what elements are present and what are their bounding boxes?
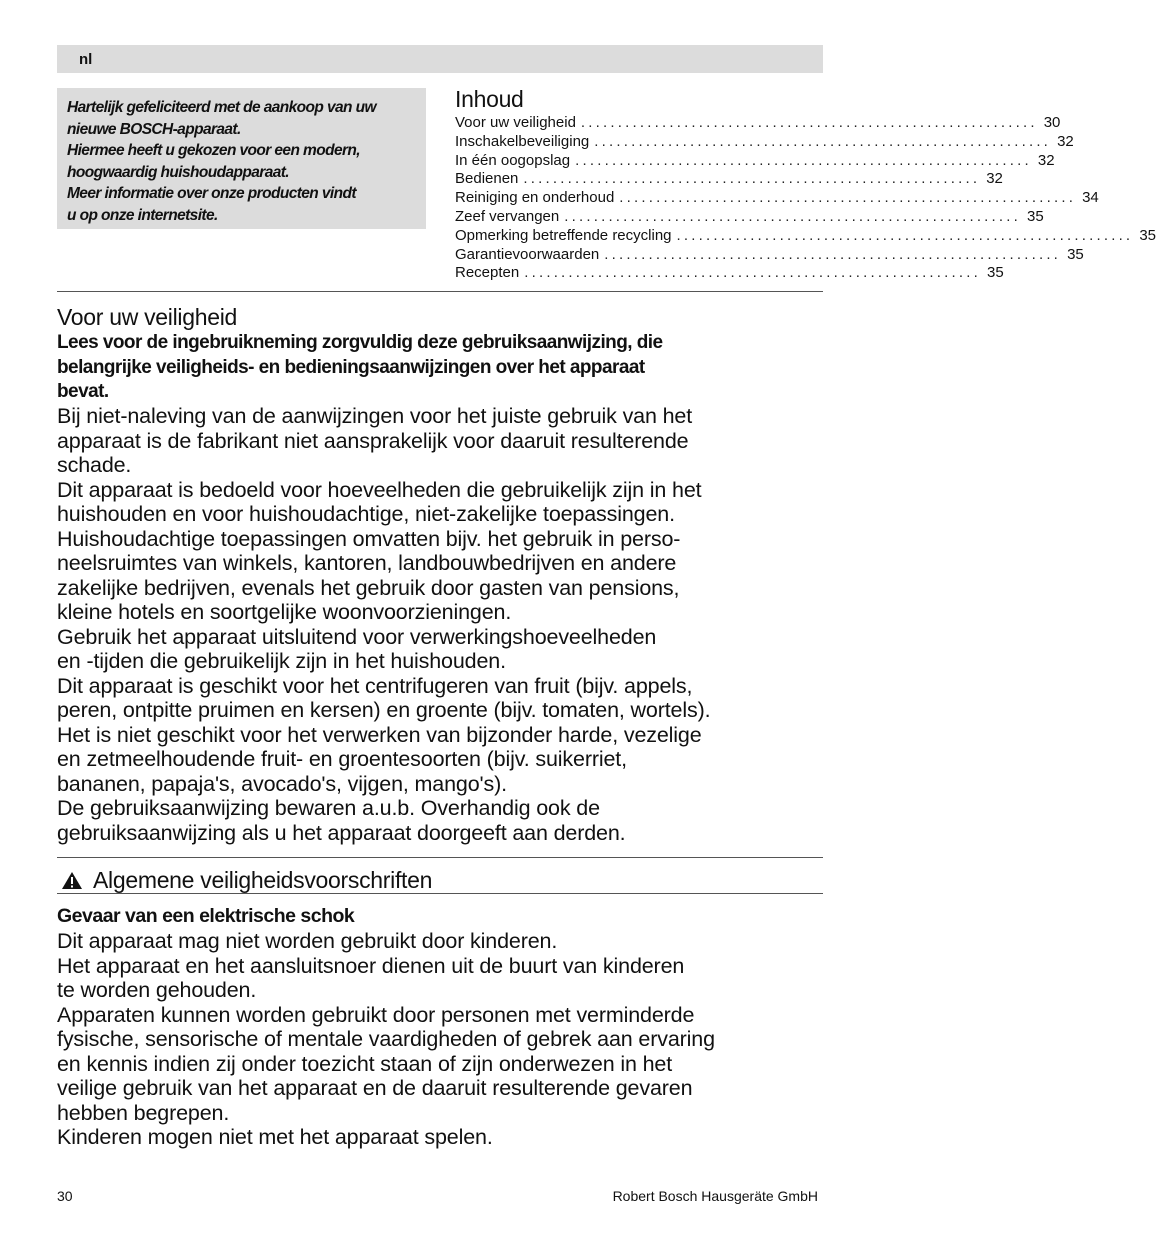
toc-entry-page: 32 [1037, 151, 1055, 169]
toc-entry [455, 189, 1099, 208]
text-line: Dit apparaat is bedoeld voor hoeveelheden die gebruikelijk zijn in het [57, 477, 702, 502]
text-line: schade. [57, 453, 132, 477]
toc-leader-dots: .............................................................. [575, 151, 1032, 169]
text-line: De gebruiksaanwijzing bewaren a.u.b. Overhandig ook de [57, 796, 600, 820]
text-line: Het is niet geschikt voor het verwerken van bijzonder harde, vezelige [57, 722, 702, 747]
page-number: 30 [57, 1188, 73, 1204]
intro-line: hoogwaardig huishoudapparaat. [67, 163, 290, 181]
text-line: neelsruimtes van winkels, kantoren, landbouwbedrijven en andere [57, 551, 677, 575]
text-line: Apparaten kunnen worden gebruikt door personen met verminderde [57, 1002, 695, 1027]
text-line: Huishoudachtige toepassingen omvatten bijv. het gebruik in perso- [57, 526, 681, 551]
text-line: en zetmeelhoudende fruit- en groentesoorten (bijv. suikerriet, [57, 747, 627, 771]
toc-entry-page: 32 [1057, 132, 1074, 150]
toc-entry-page: 35 [987, 264, 1004, 282]
toc-leader-dots: .............................................................. [619, 189, 1077, 207]
toc-entry-page: 32 [986, 170, 1003, 188]
intro-box [57, 88, 426, 229]
general-body-text [57, 929, 827, 1150]
toc-entry-page: 35 [1139, 226, 1156, 244]
toc-leader-dots: .............................................................. [594, 132, 1052, 150]
toc-title: Inhoud [455, 86, 524, 112]
text-line: huishouden en voor huishoudachtige, niet-zakelijke toepassingen. [57, 502, 675, 526]
text-line: Kinderen mogen niet met het apparaat spelen. [57, 1125, 493, 1149]
text-line: en kennis indien zij onder toezicht staan of zijn onderwezen in het [57, 1051, 673, 1076]
text-line: Dit apparaat is geschikt voor het centrifugeren van fruit (bijv. appels, [57, 673, 693, 698]
language-code: nl [79, 51, 93, 68]
text-line: gebruiksaanwijzing als u het apparaat doorgeeft aan derden. [57, 820, 626, 845]
toc-entry [455, 132, 1074, 152]
toc-entry [455, 114, 1061, 133]
toc-entry [455, 207, 1044, 227]
toc-entry [455, 245, 1084, 265]
toc-entry-label: Inschakelbeveiliging [455, 132, 590, 150]
toc-leader-dots: .............................................................. [523, 170, 981, 188]
text-line: fysische, sensorische of mentale vaardigheden of gebrek aan ervaring [57, 1027, 715, 1051]
toc-entry-page: 35 [1067, 245, 1084, 263]
section-divider [57, 893, 823, 894]
intro-line: Hiermee heeft u gekozen voor een modern, [67, 142, 360, 159]
text-line: Dit apparaat mag niet worden gebruikt door kinderen. [57, 929, 558, 953]
text-line: peren, ontpitte pruimen en kersen) en groente (bijv. tomaten, wortels). [57, 698, 711, 722]
general-safety-title: Algemene veiligheidsvoorschriften [93, 867, 433, 893]
toc-entry-label: Voor uw veiligheid [455, 114, 576, 131]
toc-entry-label: Garantievoorwaarden [455, 245, 600, 263]
toc-entry-page: 34 [1082, 189, 1099, 207]
text-line: kleine hotels en soortgelijke woonvoorzieningen. [57, 600, 512, 624]
toc-entry-label: Reiniging en onderhoud [455, 189, 615, 207]
toc-entry-label: In één oogopslag [455, 151, 571, 169]
toc-entry-page: 35 [1027, 207, 1044, 225]
toc-leader-dots: .............................................................. [676, 226, 1134, 244]
toc-leader-dots: .............................................................. [604, 245, 1062, 263]
toc-leader-dots: .............................................................. [580, 114, 1038, 131]
intro-line: nieuwe BOSCH-apparaat. [67, 120, 241, 138]
text-line: apparaat is de fabrikant niet aansprakelijk voor daaruit resulterende [57, 428, 689, 453]
toc-entry [455, 226, 1156, 246]
toc-entry [455, 170, 1003, 189]
text-line: veilige gebruik van het apparaat en de daaruit resulterende gevaren [57, 1076, 693, 1100]
toc-entry-label: Bedienen [455, 170, 519, 188]
intro-line: Meer informatie over onze producten vindt [67, 185, 356, 202]
toc-entry-label: Zeef vervangen [455, 207, 560, 225]
table-of-contents [455, 84, 1156, 283]
text-line: en -tijden die gebruikelijk zijn in het huishouden. [57, 649, 506, 673]
text-line: Gebruik het apparaat uitsluitend voor verwerkingshoeveelheden [57, 624, 657, 649]
text-line: hebben begrepen. [57, 1100, 230, 1125]
footer-company: Robert Bosch Hausgeräte GmbH [612, 1188, 818, 1204]
section-title: Voor uw veiligheid [57, 304, 237, 330]
intro-line: u op onze internetsite. [67, 206, 218, 224]
general-safety-heading [57, 866, 432, 894]
text-line: bevat. [57, 381, 109, 402]
text-line: te worden gehouden. [57, 978, 257, 1002]
section-divider [57, 291, 823, 292]
toc-entry [455, 151, 1055, 171]
toc-entry-label: Opmerking betreffende recycling [455, 226, 672, 244]
text-line: zakelijke bedrijven, evenals het gebruik door gasten van pensions, [57, 575, 680, 600]
text-line: Bij niet-naleving van de aanwijzingen voor het juiste gebruik van het [57, 404, 693, 428]
text-line: bananen, papaja's, avocado's, vijgen, mango's). [57, 771, 507, 796]
toc-leader-dots: .............................................................. [524, 264, 982, 282]
text-line: Het apparaat en het aansluitsnoer dienen uit de buurt van kinderen [57, 953, 685, 978]
toc-entry-page: 30 [1043, 114, 1061, 131]
text-line: Lees voor de ingebruikneming zorgvuldig deze gebruiksaanwijzing, die [57, 332, 663, 353]
section-divider [57, 857, 823, 858]
safety-body-text [57, 404, 827, 845]
warning-triangle-icon [61, 871, 83, 890]
language-bar [57, 45, 823, 73]
text-line: belangrijke veiligheids- en bedieningsaanwijzingen over het apparaat [57, 356, 645, 378]
toc-entry [455, 264, 1004, 283]
toc-leader-dots: .............................................................. [564, 207, 1022, 225]
toc-entry-label: Recepten [455, 264, 520, 282]
safety-lead-paragraph [57, 331, 827, 405]
subsection-title: Gevaar van een elektrische schok [57, 905, 355, 927]
intro-line: Hartelijk gefeliciteerd met de aankoop van uw [67, 99, 376, 116]
